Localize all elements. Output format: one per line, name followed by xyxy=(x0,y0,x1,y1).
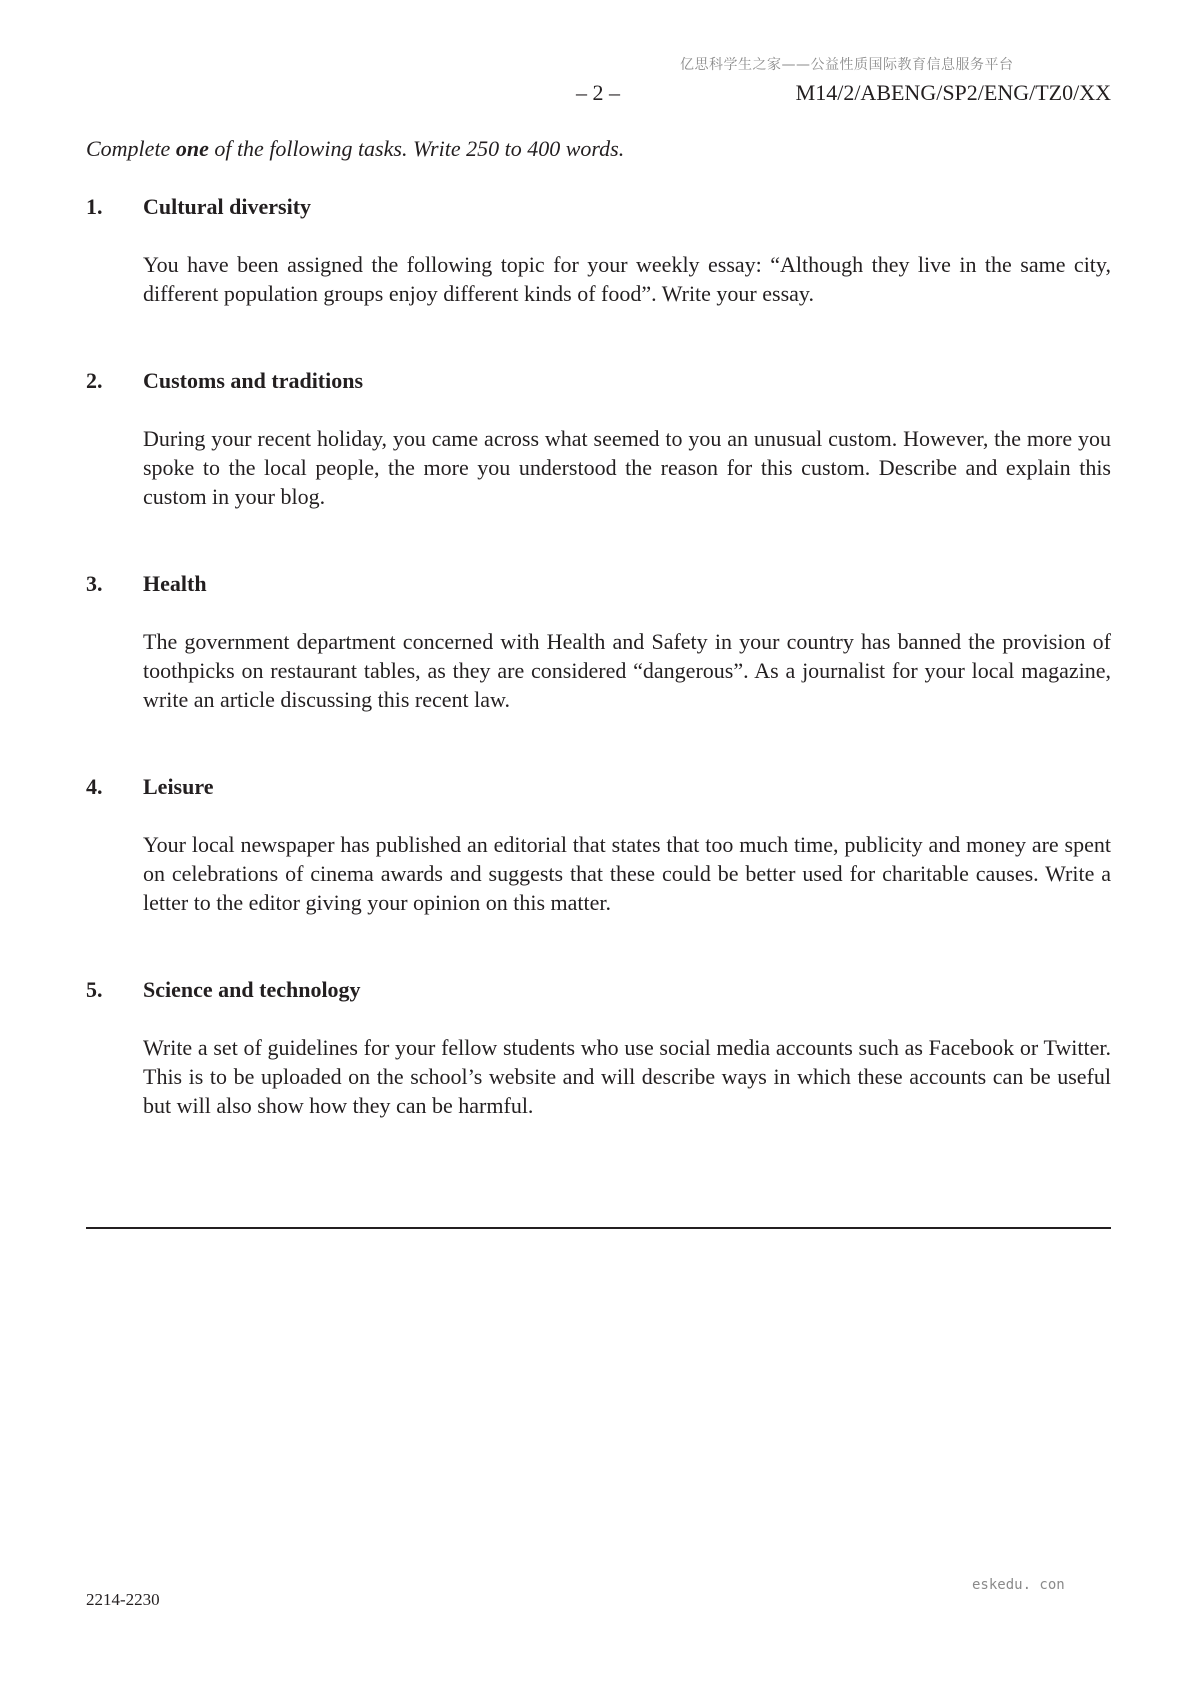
task-heading xyxy=(86,366,1111,395)
task-number: 1. xyxy=(86,194,103,219)
instructions-prefix: Complete xyxy=(86,136,176,161)
task-prompt: You have been assigned the following topic for your weekly essay: “Although they live in the same city, different population groups enjoy different kinds of food”. Write your essay. xyxy=(143,252,1111,306)
page-number: – 2 – xyxy=(576,80,620,105)
task-prompt: Write a set of guidelines for your fellow students who use social media accounts such as Facebook or Twitter. This is to be uploaded on the school’s website and will describe ways in which these accounts can be useful but will also show how they can be harmful. xyxy=(143,1035,1111,1118)
task-number: 5. xyxy=(86,977,103,1002)
task-title: Health xyxy=(143,571,207,596)
task-heading xyxy=(86,975,1111,1004)
document-id: 2214-2230 xyxy=(86,1590,160,1609)
task-title: Customs and traditions xyxy=(143,368,364,393)
task-title: Science and technology xyxy=(143,977,361,1002)
task-heading xyxy=(86,772,1111,801)
task-prompt: During your recent holiday, you came across what seemed to you an unusual custom. However, the more you spoke to the local people, the more you understood the reason for this custom. Describe and explain this custom in your blog. xyxy=(143,426,1111,509)
task-science-technology xyxy=(86,975,1111,1120)
task-prompt: Your local newspaper has published an editorial that states that too much time, publicity and money are spent on celebrations of cinema awards and suggests that these could be better used for charitable causes. Write a letter to the editor giving your opinion on this matter. xyxy=(143,832,1111,915)
task-heading xyxy=(86,192,1111,221)
task-number: 3. xyxy=(86,571,103,596)
task-leisure xyxy=(86,772,1111,917)
task-title: Cultural diversity xyxy=(143,194,312,219)
task-prompt: The government department concerned with Health and Safety in your country has banned the provision of toothpicks on restaurant tables, as they are considered “dangerous”. As a journalist for your local magazine, write an article discussing this recent law. xyxy=(143,629,1111,712)
task-heading xyxy=(86,569,1111,598)
task-customs-traditions xyxy=(86,366,1111,511)
header-watermark: 亿思科学生之家——公益性质国际教育信息服务平台 xyxy=(680,57,1014,73)
task-cultural-diversity xyxy=(86,192,1111,308)
footer-watermark: eskedu. con xyxy=(972,1577,1065,1593)
task-number: 4. xyxy=(86,774,103,799)
task-health xyxy=(86,569,1111,714)
instructions xyxy=(86,136,624,162)
paper-code: M14/2/ABENG/SP2/ENG/TZ0/XX xyxy=(795,80,1111,105)
task-number: 2. xyxy=(86,368,103,393)
instructions-suffix: of the following tasks. Write 250 to 400 words. xyxy=(208,136,625,161)
instructions-emphasis: one xyxy=(175,136,209,161)
task-title: Leisure xyxy=(143,774,214,799)
end-rule xyxy=(86,1227,1111,1229)
